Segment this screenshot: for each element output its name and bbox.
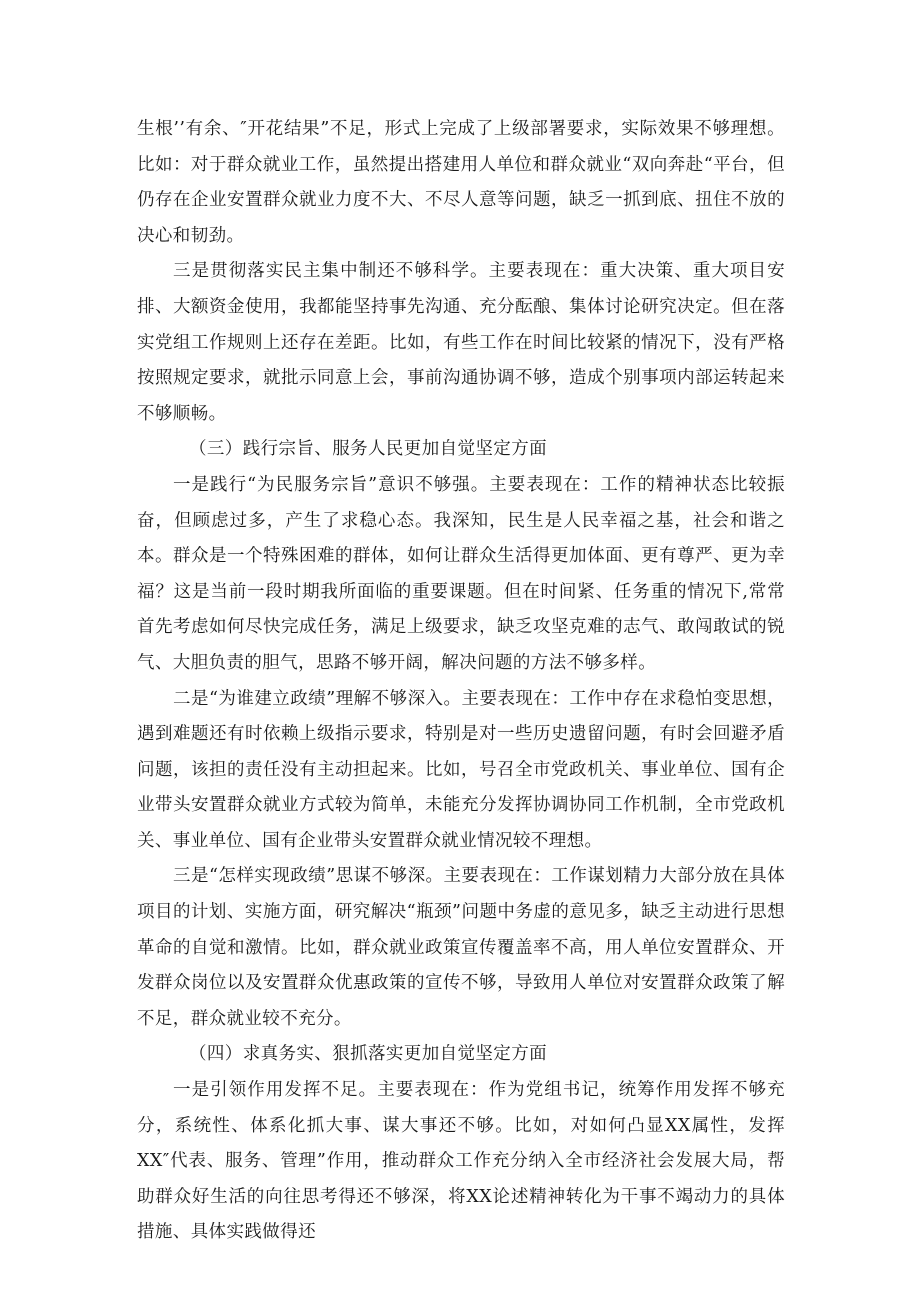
paragraph-8: 一是引领作用发挥不足。主要表现在：作为党组书记，统筹作用发挥不够充分，系统性、体系化抓大事、谋大事还不够。比如，对如何凸显XX属性，发挥XX″代表、服务、管理”作用，推动群众工作充分纳入全市经济社会发展大局，帮助群众好生活的向往思考得还不够深，将XX论述精神转化为干事不竭动力的具体措施、具体实践做得还 <box>137 1080 785 1243</box>
paragraph-5: 二是“为谁建立政绩”理解不够深入。主要表现在：工作中存在求稳怕变思想，遇到难题还有时依赖上级指示要求，特别是对一些历史遗留问题，有时会回避矛盾问题，该担的责任没有主动担起来。比如，号召全市党政机关、事业单位、国有企业带头安置群众就业方式较为简单，未能充分发挥协调协同工作机制，全市党政机关、事业单位、国有企业带头安置群众就业情况较不理想。 <box>137 688 785 851</box>
paragraph-1: 生根’’有余、″开花结果”不足，形式上完成了上级部署要求，实际效果不够理想。比如：对于群众就业工作，虽然提出搭建用人单位和群众就业“双向奔赴“平台，但仍存在企业安置群众就业力度不大、不尽人意等问题，缺乏一抓到底、扭住不放的决心和韧劲。 <box>137 119 785 246</box>
section-heading-4: （四）求真务实、狠抓落实更加自觉坚定方面 <box>189 1044 547 1065</box>
section-heading-3: （三）践行宗旨、服务人民更加自觉坚定方面 <box>189 439 547 460</box>
paragraph-2: 三是贯彻落实民主集中制还不够科学。主要表现在：重大决策、重大项目安排、大额资金使用，我都能坚持事先沟通、充分酝酿、集体讨论研究决定。但在落实党组工作规则上还存在差距。比如，有些工作在时间比较紧的情况下，没有严格按照规定要求，就批示同意上会，事前沟通协调不够，造成个别事项内部运转起来不够顺畅。 <box>137 261 785 424</box>
paragraph-6: 三是“怎样实现政绩”思谋不够深。主要表现在：工作谋划精力大部分放在具体项目的计划、实施方面，研究解决“瓶颈”问题中务虚的意见多，缺乏主动进行思想革命的自觉和激情。比如，群众就业政策宣传覆盖率不高，用人单位安置群众、开发群众岗位以及安置群众优惠政策的宣传不够，导致用人单位对安置群众政策了解不足，群众就业较不充分。 <box>137 866 785 1029</box>
document-body <box>137 112 785 1251</box>
paragraph-4: 一是践行“为民服务宗旨”意识不够强。主要表现在：工作的精神状态比较振奋，但顾虑过多，产生了求稳心态。我深知，民生是人民幸福之基，社会和谐之本。群众是一个特殊困难的群体，如何让群众生活得更加体面、更有尊严、更为幸福？这是当前一段时期我所面临的重要课题。但在时间紧、任务重的情况下,常常首先考虑如何尽快完成任务，满足上级要求，缺乏攻坚克难的志气、敢闯敢试的锐气、大胆负责的胆气，思路不够开阔，解决问题的方法不够多样。 <box>137 474 785 673</box>
